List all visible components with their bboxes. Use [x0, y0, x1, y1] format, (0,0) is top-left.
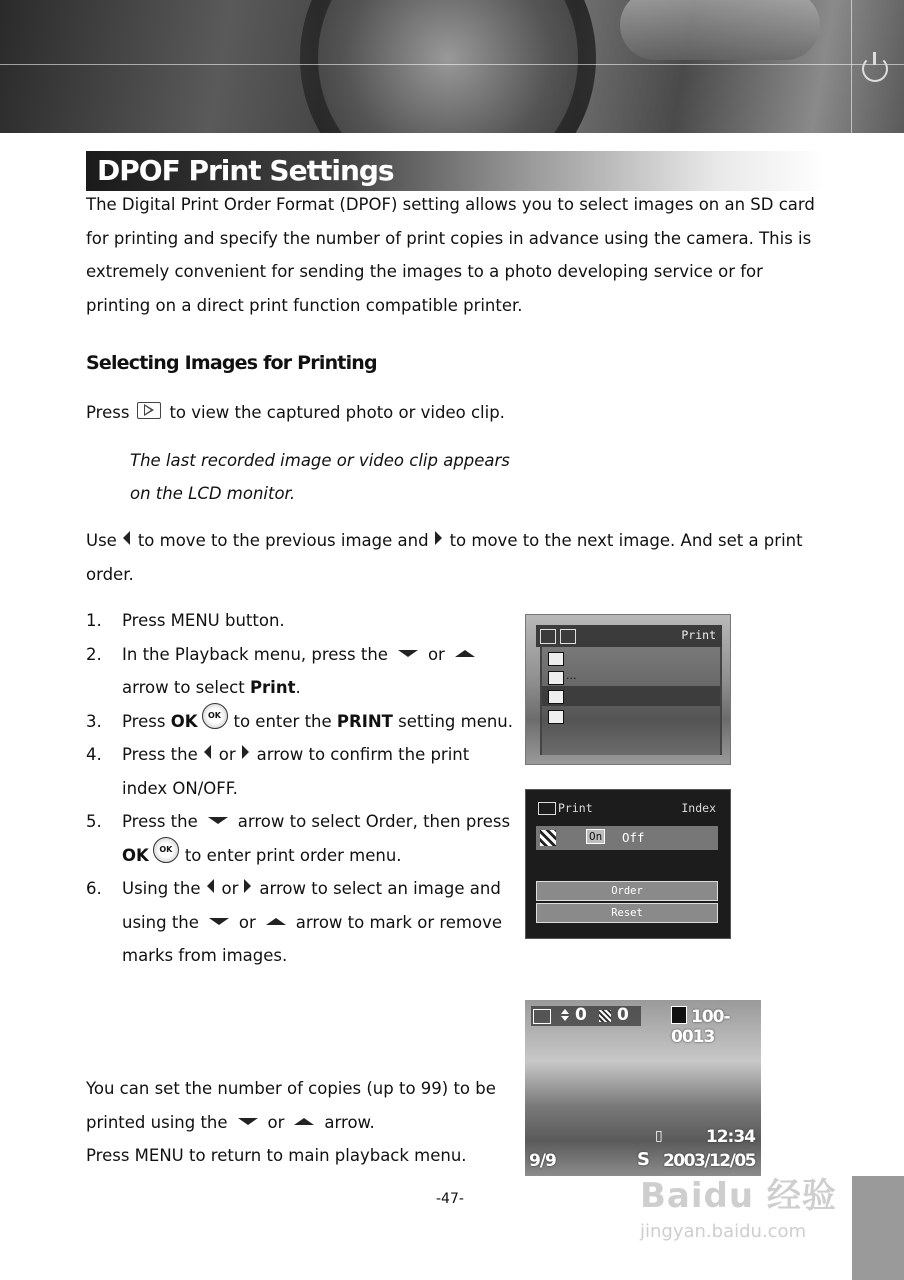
copies-text-c: arrow.: [324, 1112, 375, 1132]
index-count: 0: [617, 1005, 629, 1025]
copies-instruction: [86, 1072, 506, 1173]
step-2-b: or: [427, 644, 445, 664]
lcd-playback-menu: [525, 614, 731, 765]
print-icon: [538, 802, 556, 815]
step-5: [86, 805, 516, 872]
step-number: 1.: [86, 611, 102, 630]
print-icon: [548, 690, 564, 704]
quality-icon: ▯: [655, 1128, 663, 1144]
left-arrow-icon: [123, 531, 130, 545]
copies-text-b: or: [267, 1112, 285, 1132]
up-arrow-icon: [561, 1009, 569, 1014]
step-number: 4.: [86, 745, 102, 764]
step-4-a: Press the: [122, 745, 198, 764]
step-text: Press MENU button.: [122, 611, 285, 630]
step-5-b: arrow to select Order, then press: [237, 812, 511, 831]
step-5-a: Press the: [122, 812, 198, 831]
print-menu-header: [536, 800, 720, 818]
setup-icon: [560, 629, 576, 644]
press-text-after: to view the captured photo or video clip.: [169, 403, 505, 422]
playback-button-icon: [137, 402, 161, 419]
step-text: [122, 872, 516, 973]
use-text-3: to move to the next image. And set a print order.: [86, 531, 803, 584]
step-6: [86, 872, 516, 973]
step-2-a: In the Playback menu, press the: [122, 644, 388, 664]
index-on-option: On: [586, 829, 605, 844]
step-1: [86, 604, 516, 638]
index-off-option: Off: [622, 830, 645, 845]
step-3-ok: OK: [170, 711, 198, 731]
step-text: [122, 705, 516, 739]
index-icon: [599, 1010, 611, 1022]
watermark-line-2: jingyan.baidu.com: [640, 1221, 807, 1242]
press-instruction: [86, 396, 816, 430]
step-2-c: arrow to select: [122, 678, 245, 697]
print-icon: [533, 1009, 551, 1024]
intro-paragraph: The Digital Print Order Format (DPOF) setting allows you to select images on an SD card for printing and specify the number of print copies in advance using the camera. This is extremely convenient for sending the images to a photo developing service or for printing on a direct print function compatible printer.: [86, 195, 815, 315]
page-title: DPOF Print Settings: [97, 154, 394, 187]
camera-lens-graphic: [300, 0, 596, 133]
right-arrow-icon: [242, 745, 249, 759]
step-5-ok: OK: [122, 845, 149, 865]
left-arrow-icon: [207, 879, 214, 893]
note-line-2: on the LCD monitor.: [130, 484, 296, 503]
step-3-c: setting menu.: [398, 711, 514, 731]
step-number: 6.: [86, 879, 102, 898]
copies-text-a: You can set the number of copies (up to 99) to be printed using the: [86, 1079, 496, 1132]
menu-return-text: Press MENU to return to main playback menu.: [86, 1146, 467, 1165]
up-arrow-icon: [266, 918, 286, 925]
slideshow-ellipsis: ...: [566, 669, 577, 682]
header-banner: [0, 0, 904, 133]
image-count: 9/9: [529, 1151, 556, 1171]
file-number-text: 100-0013: [671, 1007, 730, 1047]
step-number: 3.: [86, 711, 102, 731]
step-text: [122, 638, 516, 705]
step-3-bold: PRINT: [336, 711, 393, 731]
down-arrow-icon: [208, 817, 228, 824]
index-row: [536, 826, 718, 850]
title-bar: [86, 151, 826, 191]
up-arrow-icon: [455, 650, 475, 657]
use-text-1: Use: [86, 531, 117, 550]
order-button: Order: [536, 881, 718, 901]
steps-list: [86, 604, 516, 973]
step-6-c: arrow to select an image and using the: [122, 879, 501, 932]
power-icon: [862, 56, 888, 82]
down-arrow-icon: [398, 650, 418, 657]
camera-grip-graphic: [620, 0, 820, 60]
time-stamp: 12:34: [705, 1127, 755, 1147]
image-size: S: [637, 1149, 650, 1170]
step-6-e: arrow to mark or remove marks from images.: [122, 912, 503, 965]
sd-card-icon: [671, 1006, 687, 1024]
print-order-status: [531, 1006, 641, 1026]
playback-icon: [540, 629, 556, 644]
right-arrow-icon: [435, 531, 442, 545]
file-number: [671, 1006, 761, 1047]
right-arrow-icon: [244, 879, 251, 893]
menu-highlight: [542, 686, 720, 706]
lcd-print-menu: [525, 789, 731, 939]
header-divider: [0, 64, 904, 65]
step-2-bold: Print: [249, 678, 296, 697]
print-menu-title: Print: [558, 801, 593, 815]
step-4-c: arrow to confirm the print index ON/OFF.: [122, 745, 470, 798]
ok-button-icon: OK: [202, 703, 228, 729]
date-stamp: 2003/12/05: [662, 1151, 755, 1171]
down-arrow-icon: [238, 1118, 258, 1125]
menu-title: Print: [681, 628, 716, 642]
down-arrow-icon: [209, 918, 229, 925]
side-tab: [852, 1176, 904, 1280]
step-2-d: .: [295, 678, 301, 697]
index-icon: [540, 830, 556, 846]
press-text: Press: [86, 403, 130, 422]
step-2: [86, 638, 516, 705]
step-4-b: or: [218, 745, 236, 764]
watermark-line-1: Baidu 经验: [640, 1176, 837, 1216]
up-arrow-icon: [294, 1118, 314, 1125]
step-3-b: to enter the: [233, 711, 332, 731]
step-number: 2.: [86, 644, 102, 664]
step-6-b: or: [221, 879, 239, 898]
step-3-a: Press: [122, 711, 166, 731]
down-arrow-icon: [561, 1016, 569, 1021]
step-text: [122, 738, 516, 805]
ok-button-icon: OK: [153, 837, 179, 863]
left-arrow-icon: [204, 745, 211, 759]
note: [130, 444, 550, 510]
step-number: 5.: [86, 812, 102, 831]
copy-icon: [548, 710, 564, 724]
watermark: [640, 1168, 850, 1248]
use-instruction: [86, 524, 816, 591]
step-6-a: Using the: [122, 879, 201, 898]
print-menu-index-label: Index: [681, 801, 716, 815]
note-line-1: The last recorded image or video clip appears: [130, 451, 510, 470]
step-6-d: or: [238, 912, 256, 932]
lcd-print-order: [525, 1000, 761, 1176]
step-4: [86, 738, 516, 805]
step-text: [122, 805, 516, 872]
delete-icon: [548, 652, 564, 666]
slideshow-icon: [548, 671, 564, 685]
menu-header: [536, 625, 722, 647]
step-5-c: to enter print order menu.: [184, 845, 402, 865]
section-heading: Selecting Images for Printing: [86, 352, 377, 374]
step-3: [86, 705, 516, 739]
use-text-2: to move to the previous image and: [137, 531, 429, 550]
header-divider-vertical: [851, 0, 852, 133]
reset-button: Reset: [536, 903, 718, 923]
copies-count: 0: [575, 1005, 587, 1025]
page-number: -47-: [436, 1191, 464, 1207]
menu-list: [540, 647, 722, 755]
